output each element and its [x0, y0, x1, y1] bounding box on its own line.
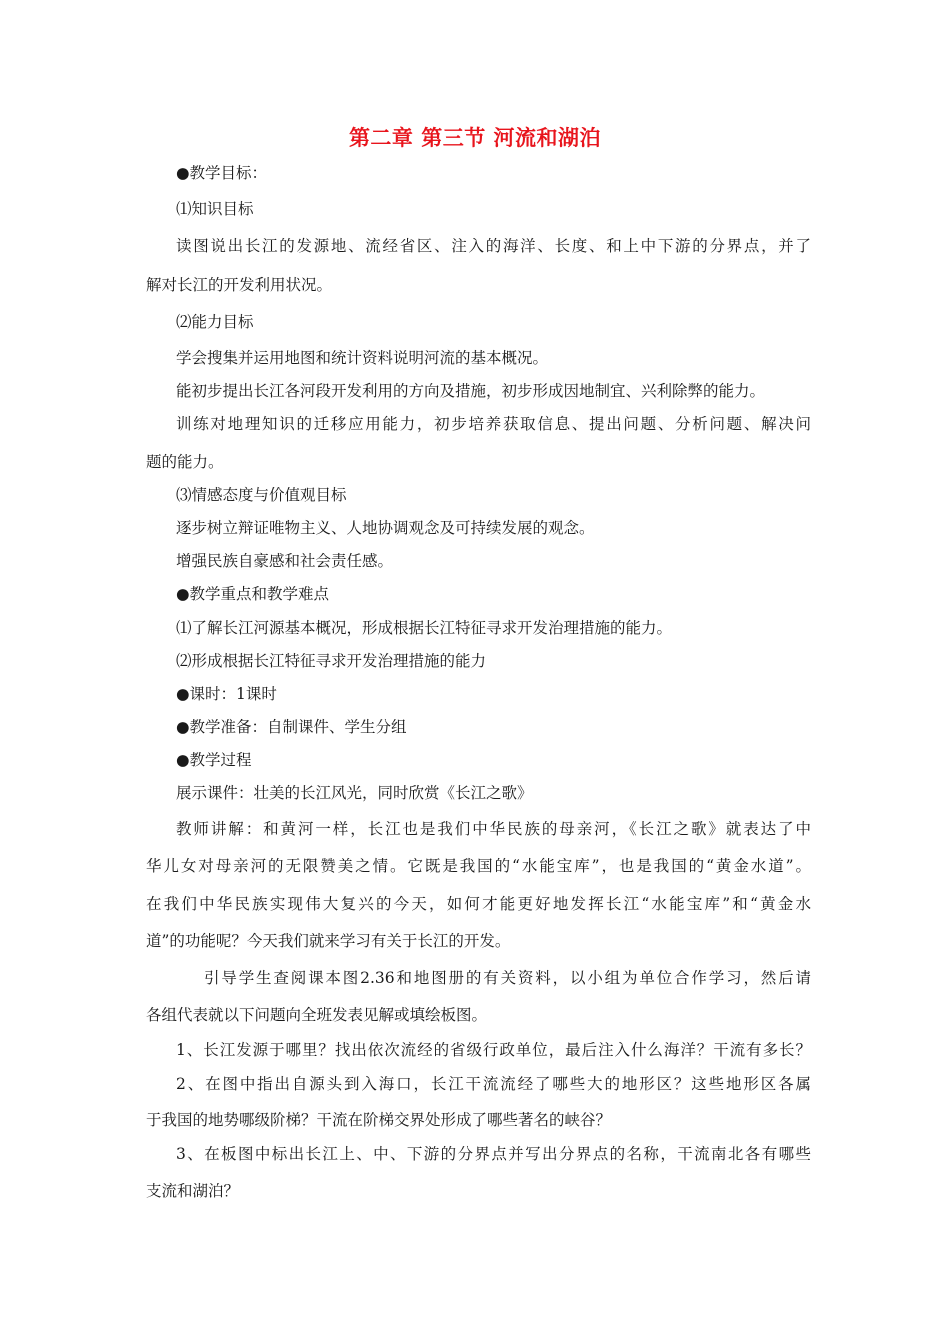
section-heading-process: ●教学过程 — [176, 751, 252, 769]
paragraph-line: 华儿女对母亲河的无限赞美之情。它既是我国的“水能宝库”，也是我国的“黄金水道”。 — [146, 857, 811, 875]
paragraph-line: 题的能力。 — [146, 453, 224, 471]
document-title: 第二章 第三节 河流和湖泊 — [348, 126, 602, 150]
section-heading-hours: ●课时：1课时 — [176, 685, 277, 703]
section-heading-objectives: ●教学目标： — [176, 164, 268, 182]
paragraph-line: 增强民族自豪感和社会责任感。 — [176, 552, 394, 570]
paragraph-line: 解对长江的开发利用状况。 — [146, 276, 333, 294]
paragraph-line: 引导学生查阅课本图2.36和地图册的有关资料，以小组为单位合作学习，然后请 — [204, 969, 811, 987]
question-1: 1、长江发源于哪里？找出依次流经的省级行政单位，最后注入什么海洋？干流有多长？ — [176, 1041, 811, 1059]
paragraph-line: 逐步树立辩证唯物主义、人地协调观念及可持续发展的观念。 — [176, 519, 595, 537]
paragraph-line: 能初步提出长江各河段开发利用的方向及措施，初步形成因地制宜、兴利除弊的能力。 — [176, 382, 766, 400]
paragraph-line: 支流和湖泊？ — [146, 1182, 240, 1200]
paragraph-line: 读图说出长江的发源地、流经省区、注入的海洋、长度、和上中下游的分界点，并了 — [176, 237, 811, 255]
paragraph-line: 各组代表就以下问题向全班发表见解或填绘板图。 — [146, 1006, 488, 1024]
paragraph-line: 训练对地理知识的迁移应用能力，初步培养获取信息、提出问题、分析问题、解决问 — [176, 415, 811, 433]
paragraph-line: 于我国的地势哪级阶梯？干流在阶梯交界处形成了哪些著名的峡谷？ — [146, 1111, 612, 1129]
subheading-attitude: ⑶情感态度与价值观目标 — [176, 486, 347, 504]
question-3: 3、在板图中标出长江上、中、下游的分界点并写出分界点的名称，干流南北各有哪些 — [176, 1145, 811, 1163]
subheading-knowledge: ⑴知识目标 — [176, 200, 254, 218]
paragraph-line: ⑴了解长江河源基本概况，形成根据长江特征寻求开发治理措施的能力。 — [176, 619, 673, 637]
paragraph-line: 道”的功能呢？今天我们就来学习有关于长江的开发。 — [146, 932, 511, 950]
paragraph-line: 展示课件：壮美的长江风光，同时欣赏《长江之歌》 — [176, 784, 533, 802]
section-heading-key-points: ●教学重点和教学难点 — [176, 585, 330, 603]
section-heading-preparation: ●教学准备：自制课件、学生分组 — [176, 718, 407, 736]
paragraph-line: 在我们中华民族实现伟大复兴的今天，如何才能更好地发挥长江“水能宝库”和“黄金水 — [146, 895, 811, 913]
subheading-ability: ⑵能力目标 — [176, 313, 254, 331]
paragraph-line: ⑵形成根据长江特征寻求开发治理措施的能力 — [176, 652, 487, 670]
question-2: 2、在图中指出自源头到入海口，长江干流流经了哪些大的地形区？这些地形区各属 — [176, 1075, 811, 1093]
paragraph-line: 教师讲解：和黄河一样，长江也是我们中华民族的母亲河，《长江之歌》就表达了中 — [176, 820, 811, 838]
paragraph-line: 学会搜集并运用地图和统计资料说明河流的基本概况。 — [176, 349, 549, 367]
